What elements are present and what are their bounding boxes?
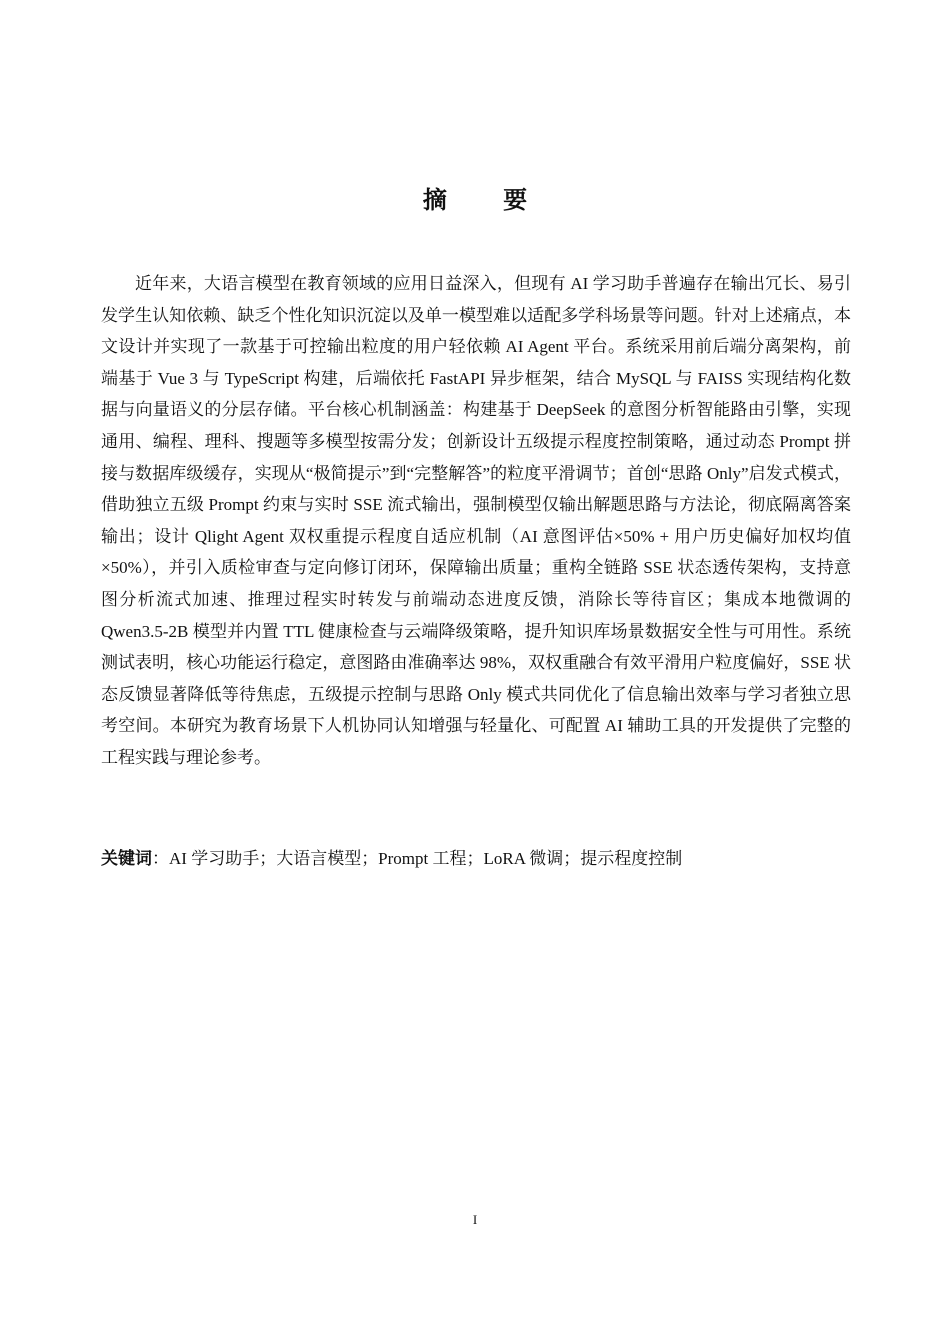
page-number: I (472, 1212, 478, 1227)
abstract-body: 近年来，大语言模型在教育领域的应用日益深入，但现有 AI 学习助手普遍存在输出冗长、易引发学生认知依赖、缺乏个性化知识沉淀以及单一模型难以适配多学科场景等问题。针对上述痛点，本文设计并实现了一款基于可控输出粒度的用户轻依赖 AI Agent 平台。系统采用前后端分离架构，前端基于 Vue 3 与 TypeScript 构建，后端依托 FastAPI 异步框架，结合 MySQL 与 FAISS 实现结构化数据与向量语义的分层存储。平台核心机制涵盖：构建基于 DeepSeek 的意图分析智能路由引擎，实现通用、编程、理科、搜题等多模型按需分发；创新设计五级提示程度控制策略，通过动态 Prompt 拼接与数据库级缓存，实现从“极简提示”到“完整解答”的粒度平滑调节；首创“思路 Only”启发式模式，借助独立五级 Prompt 约束与实时 SSE 流式输出，强制模型仅输出解题思路与方法论，彻底隔离答案输出；设计 Qlight Agent 双权重提示程度自适应机制（AI 意图评估×50% + 用户历史偏好加权均值×50%），并引入质检审查与定向修订闭环，保障输出质量；重构全链路 SSE 状态透传架构，支持意图分析流式加速、推理过程实时转发与前端动态进度反馈，消除长等待盲区；集成本地微调的 Qwen3.5-2B 模型并内置 TTL 健康检查与云端降级策略，提升知识库场景数据安全性与可用性。系统测试表明，核心功能运行稳定，意图路由准确率达 98%，双权重融合有效平滑用户粒度偏好，SSE 状态反馈显著降低等待焦虑，五级提示控制与思路 Only 模式共同优化了信息输出效率与学习者独立思考空间。本研究为教育场景下人机协同认知增强与轻量化、可配置 AI 辅助工具的开发提供了完整的工程实践与理论参考。 (101, 274, 851, 767)
page-title: 摘 要 (422, 186, 552, 214)
keywords-line (101, 843, 851, 875)
keywords-text: AI 学习助手；大语言模型；Prompt 工程；LoRA 微调；提示程度控制 (169, 849, 683, 868)
keywords-label: 关键词 (101, 849, 152, 869)
keywords-separator: ： (152, 849, 169, 868)
